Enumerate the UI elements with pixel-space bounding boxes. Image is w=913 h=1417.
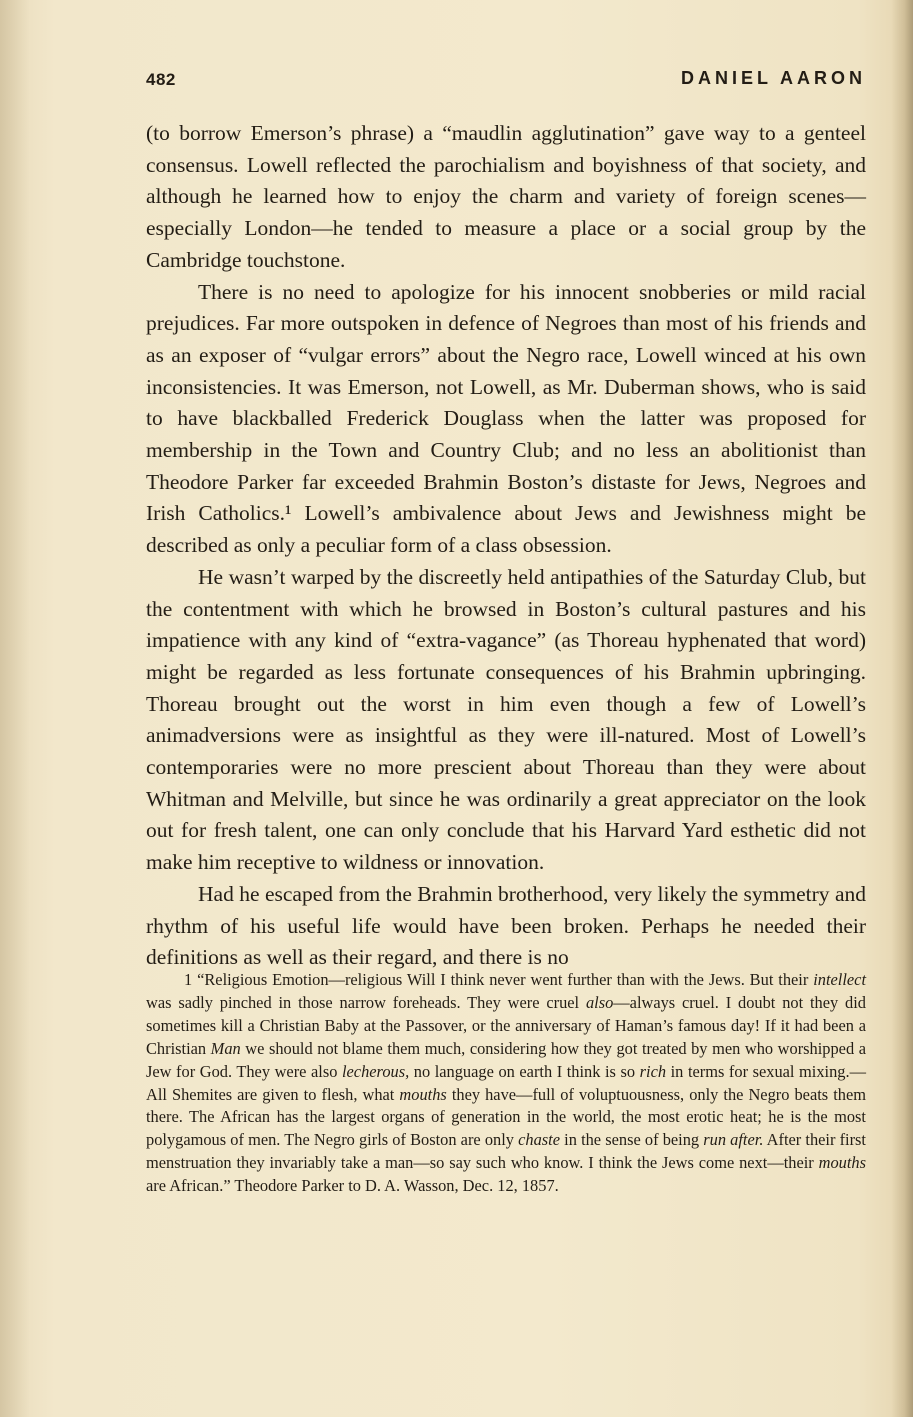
paragraph-4: Had he escaped from the Brahmin brotherhood, very likely the symmetry and rhythm of his useful life would have been broken. Perhaps he needed their definitions as well as their regard, and there is no <box>146 881 866 970</box>
footnote-italic: rich <box>639 1061 667 1081</box>
page-edge-shadow <box>891 0 913 1417</box>
page-number: 482 <box>146 70 176 89</box>
footnote-1 <box>146 969 866 1198</box>
footnote-text: After their first menstruation they invariably take a man—so say such who know. I think the Jews come next—their <box>146 1130 866 1173</box>
footnote-italic: mouths <box>399 1084 447 1104</box>
footnote-italic: mouths <box>818 1153 866 1173</box>
footnote-text: we should not blame them much, considering how they got treated by men who worshipped a Jew for God. They were also <box>146 1038 866 1081</box>
paragraph-1: (to borrow Emerson’s phrase) a “maudlin agglutination” gave way to a genteel consensus. Lowell reflected the parochialism and boyishness of that society, and although he learned how to enjoy the charm and variety of foreign scenes—especially London—he tended to measure a place or a social group by the Cambridge touchstone. <box>146 121 866 272</box>
page-header <box>146 66 866 96</box>
footnote-italic: lecherous, <box>341 1061 410 1081</box>
footnote-italic: also <box>585 992 614 1012</box>
body-text <box>146 118 866 974</box>
footnote-text: no language on earth I think is so <box>409 1061 640 1081</box>
paragraph-3: He wasn’t warped by the discreetly held antipathies of the Saturday Club, but the contentment with which he browsed in Boston’s cultural pastures and his impatience with any kind of “extra-vagance” (as Thoreau hyphenated that word) might be regarded as less fortunate consequences of his Brahmin upbringing. Thoreau brought out the worst in him even though a few of Lowell’s animadversions were as insightful as they were ill-natured. Most of Lowell’s contemporaries were no more prescient about Thoreau than they were about Whitman and Melville, but since he was ordinarily a great appreciator on the look out for fresh talent, one can only conclude that his Harvard Yard esthetic did not make him receptive to wildness or innovation. <box>146 564 866 875</box>
running-head: DANIEL AARON <box>680 68 866 88</box>
footnote-italic: Man <box>210 1038 241 1058</box>
footnote-text: in the sense of being <box>560 1130 704 1150</box>
footnote-text: 1 “Religious Emotion—religious Will I think never went further than with the Jews. But their <box>184 970 814 989</box>
footnote-text: was sadly pinched in those narrow foreheads. They were cruel <box>146 992 586 1012</box>
footnote-text: they have—full of voluptuousness, only the Negro beats them there. The African has the largest organs of generation in the world, the most erotic heat; he is the most polygamous of men. The Negro girls of Boston are only <box>146 1084 866 1150</box>
footnote-text: are African.” Theodore Parker to D. A. Wasson, Dec. 12, 1857. <box>146 1176 559 1196</box>
footnote-italic: run after. <box>703 1130 764 1150</box>
gutter-shadow <box>0 0 30 1417</box>
footnote-italic: intellect <box>813 970 866 989</box>
footnote-text: —always cruel. I doubt not they did sometimes kill a Christian Baby at the Passover, or the anniversary of Haman’s famous day! If it had been a Christian <box>146 992 866 1058</box>
footnote-text: in terms for sexual mixing.—All Shemites are given to flesh, what <box>146 1061 866 1104</box>
paragraph-2: There is no need to apologize for his innocent snobberies or mild racial prejudices. Far more outspoken in defence of Negroes than most of his friends and as an exposer of “vulgar errors” about the Negro race, Lowell winced at his own inconsistencies. It was Emerson, not Lowell, as Mr. Duberman shows, who is said to have blackballed Frederick Douglass when the latter was proposed for membership in the Town and Country Club; and no less an abolitionist than Theodore Parker far exceeded Brahmin Boston’s distaste for Jews, Negroes and Irish Catholics.¹ Lowell’s ambivalence about Jews and Jewishness might be described as only a peculiar form of a class obsession. <box>146 279 866 558</box>
footnote-italic: chaste <box>518 1130 561 1150</box>
